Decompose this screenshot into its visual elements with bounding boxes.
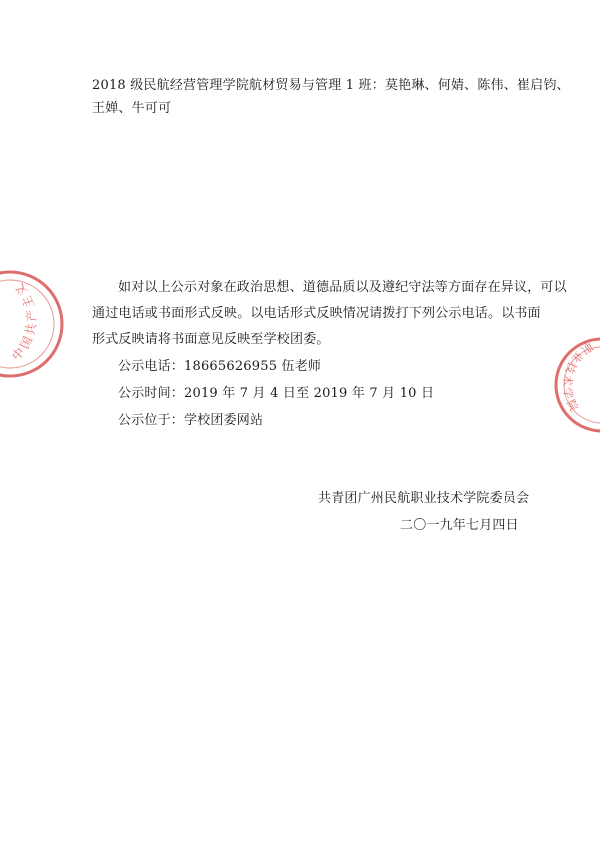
left-seal-text: 中国共产主义 [9, 278, 40, 364]
svg-text:职业技术学院 [560, 340, 595, 417]
signature-org: 共青团广州民航职业技术学院委员会 [318, 491, 530, 506]
contact-period: 公示时间：2019 年 7 月 4 日至 2019 年 7 月 10 日 [118, 386, 435, 401]
notice-list-line-1: 2018 级民航经营管理学院航材贸易与管理 1 班：莫艳琳、何婧、陈伟、崔启钧、 [92, 78, 570, 93]
contact-phone: 公示电话：18665626955 伍老师 [118, 359, 322, 374]
right-seal-stamp [548, 330, 600, 440]
signature-date: 二〇一九年七月四日 [400, 518, 519, 533]
svg-text:中国共产主义 [8, 278, 39, 363]
objection-paragraph-line-2: 通过电话或书面形式反映。以电话形式反映情况请拨打下列公示电话。以书面 [92, 306, 541, 321]
objection-paragraph-line-3: 形式反映请将书面意见反映至学校团委。 [92, 332, 330, 347]
contact-location: 公示位于：学校团委网站 [118, 413, 264, 428]
notice-list-line-2: 王婵、牛可可 [92, 101, 172, 116]
objection-paragraph-line-1: 如对以上公示对象在政治思想、道德品质以及遵纪守法等方面存在异议，可以 [118, 280, 567, 295]
right-seal-text: 职业技术学院 [560, 339, 596, 417]
left-seal-stamp [0, 262, 72, 390]
